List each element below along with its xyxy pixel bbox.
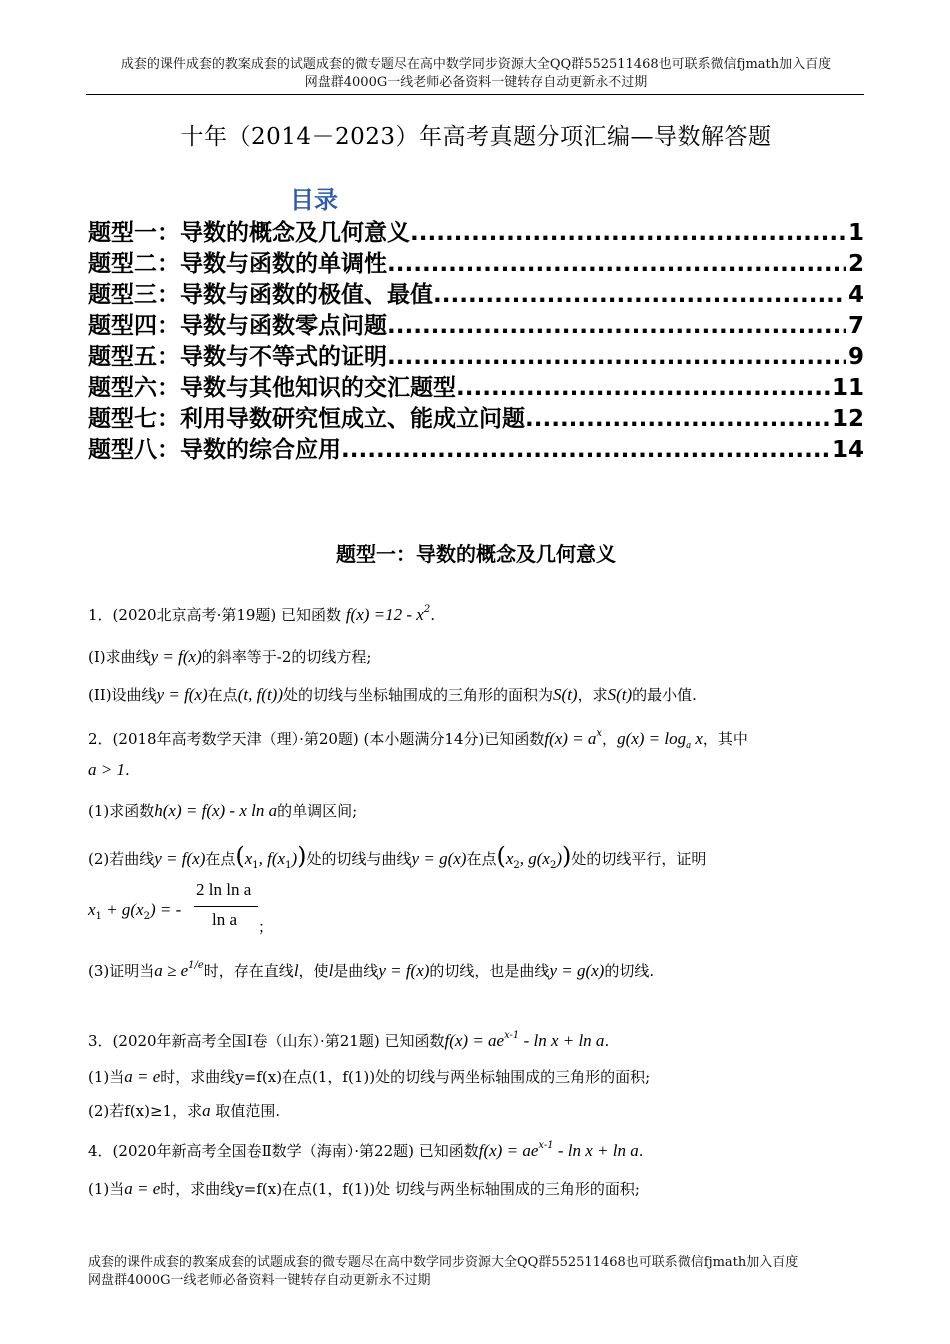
toc-item-label: 题型三：导数与函数的极值、最值 [88, 282, 433, 308]
toc-item-page: 2 [847, 251, 864, 277]
header-line-1: 成套的课件成套的教案成套的试题成套的微专题尽在高中数学同步资源大全QQ群552511468也可联系微信fjmath加入百度 [120, 57, 832, 72]
q3-function: f(x) = ae [444, 1031, 505, 1050]
q4-function-tail: - ln x + ln a [553, 1141, 639, 1160]
page-header [88, 56, 864, 92]
q2-part3 [88, 960, 654, 981]
q2-eq-numerator-text: 2 ln ln a [196, 880, 252, 899]
q2-part3-text: (3)证明当 [88, 962, 155, 980]
toc-item-page: 9 [847, 344, 864, 370]
q2-part3-text-e: 的切线，也是曲线 [429, 962, 550, 980]
q2-part3-curve-f: y = f(x) [378, 961, 430, 980]
q2-function-f: f(x) = a [544, 729, 597, 748]
toc-item-label: 题型六：导数与其他知识的交汇题型 [88, 375, 456, 401]
q2-part2-point1-fx: , f(x [258, 849, 286, 868]
header-line-2: 网盘群4000G一线老师必备资料一键转存自动更新永不过期 [304, 75, 648, 90]
toc-item-label: 题型四：导数与函数零点问题 [88, 313, 387, 339]
toc-leader-dots [387, 344, 846, 370]
q2-stem-text: 2．(2018年高考数学天津（理）·第20题) (本小题满分14分)已知函数 [88, 730, 545, 748]
q1-part2-math-area-2: S(t) [607, 685, 633, 704]
q2-part2-point1-sub: 1 [252, 860, 259, 871]
header-divider [86, 94, 864, 95]
q2-part2-text-e: 处的切线平行，证明 [571, 850, 707, 868]
toc-leader-dots [456, 375, 830, 401]
toc-item-label: 题型八：导数的综合应用 [88, 437, 341, 463]
q3-part2-math: a [202, 1101, 211, 1120]
q1-part2-math-point: (t, f(t)) [237, 685, 284, 704]
q3-function-tail: - ln x + ln a [519, 1031, 605, 1050]
q1-part1-text: (I)求曲线 [88, 648, 151, 666]
q2-part1 [88, 800, 357, 821]
q3-stem [88, 1030, 609, 1051]
toc-item-page: 4 [847, 282, 864, 308]
q2-eq-end: ) = - [149, 900, 182, 919]
toc-item-label: 题型一：导数的概念及几何意义 [88, 220, 410, 246]
toc-item-page: 7 [847, 313, 864, 339]
q1-part1 [88, 646, 371, 667]
toc-item[interactable] [88, 338, 864, 369]
toc-item[interactable] [88, 369, 864, 400]
q3-exponent: x-1 [504, 1030, 520, 1041]
toc-leader-dots [387, 251, 846, 277]
toc-leader-dots [410, 220, 846, 246]
q2-part3-text-f: 的切线. [604, 962, 655, 980]
toc-item[interactable] [88, 214, 864, 245]
q2-separator: ， [602, 730, 618, 748]
q1-end: . [430, 606, 436, 624]
q1-stem-text: 1．(2020北京高考·第19题) 已知函数 [88, 606, 342, 624]
q3-part1 [88, 1066, 650, 1087]
toc-item-label: 题型七：利用导数研究恒成立、能成立问题 [88, 406, 525, 432]
q2-part2-text-d: 在点 [466, 850, 497, 868]
q2-part2-point2-x: x [505, 849, 514, 868]
toc-leader-dots [387, 313, 846, 339]
q3-part2-text: (2)若f(x)≥1，求 [88, 1102, 203, 1120]
q2-function-f-exp: x [596, 728, 603, 739]
document-title: 十年（2014－2023）年高考真题分项汇编—导数解答题 [180, 124, 772, 150]
page-footer [88, 1254, 864, 1290]
q3-part1-text: (1)当 [88, 1068, 125, 1086]
q2-part2-point2-sub: 2 [513, 860, 520, 871]
q2-part2-point1-x: x [244, 849, 253, 868]
q2-part3-text-b: 时，存在直线 [203, 962, 294, 980]
q2-eq-numerator [196, 880, 251, 900]
q2-eq-semicolon: ； [258, 918, 274, 936]
q4-part1-text-end: 时，求曲线y=f(x)在点(1，f(1))处 切线与两坐标轴围成的三角形的面积; [160, 1180, 640, 1198]
q4-function: f(x) = ae [478, 1141, 539, 1160]
q1-exponent: 2 [423, 604, 431, 615]
q4-exponent: x-1 [538, 1140, 554, 1151]
toc-item-label: 题型二：导数与函数的单调性 [88, 251, 387, 277]
q4-part1-text: (1)当 [88, 1180, 125, 1198]
q4-part1-math: a = e [124, 1179, 161, 1198]
q1-part2-text-d: ，求 [577, 686, 608, 704]
footer-line-1: 成套的课件成套的教案成套的试题成套的微专题尽在高中数学同步资源大全QQ群552511468也可联系微信fjmath加入百度 [88, 1255, 799, 1270]
q1-part1-math: y = f(x) [150, 647, 202, 666]
q2-part3-line-l-2: l [328, 961, 334, 980]
table-of-contents [88, 214, 864, 462]
q2-part3-curve-g: y = g(x) [549, 961, 605, 980]
q4-stem-text: 4．(2020年新高考全国卷Ⅱ数学（海南）·第22题) 已知函数 [88, 1142, 479, 1160]
q3-part2 [88, 1100, 280, 1121]
q2-part2-text: (2)若曲线 [88, 850, 155, 868]
section-title: 题型一：导数的概念及几何意义 [336, 542, 616, 566]
q2-function-g-arg: x [691, 729, 703, 748]
q1-part2 [88, 684, 697, 705]
q2-part2-curve-f: y = f(x) [154, 849, 206, 868]
toc-item-page: 1 [847, 220, 864, 246]
toc-heading: 目录 [290, 185, 338, 214]
q2-part2-text-c: 处的切线与曲线 [306, 850, 412, 868]
q2-part1-text-end: 的单调区间; [277, 802, 358, 820]
q2-part2: (2)若曲线y = f(x)在点($x_1$, $f(x_1)$)处的切线与曲线y = g(x)在点($x_2$, $g(x_2)$)处的切线平行，证明 [88, 842, 707, 871]
q2-function-g-base: a [686, 740, 692, 751]
q2-eq-sub1: 1 [95, 911, 102, 922]
q3-stem-text: 3．(2020年新高考全国Ⅰ卷（山东）·第21题) 已知函数 [88, 1032, 445, 1050]
q2-part3-cond: a ≥ e [154, 961, 189, 980]
toc-leader-dots [433, 282, 846, 308]
q1-part2-text-c: 处的切线与坐标轴围成的三角形的面积为 [283, 686, 554, 704]
q2-eq-sub2: 2 [143, 911, 150, 922]
q2-part2-point2-gx: , g(x [519, 849, 550, 868]
toc-item-page: 14 [831, 437, 864, 463]
footer-line-2: 网盘群4000G一线老师必备资料一键转存自动更新永不过期 [88, 1273, 431, 1288]
toc-item[interactable] [88, 276, 864, 307]
q3-part2-text-end: 取值范围. [210, 1102, 281, 1120]
toc-item[interactable] [88, 245, 864, 276]
q2-eq-x: x [88, 900, 96, 919]
q1-function: f(x) =12 - x [345, 605, 424, 624]
toc-item[interactable] [88, 307, 864, 338]
toc-item[interactable] [88, 431, 864, 462]
q2-eq-denominator [212, 910, 237, 930]
toc-item-label: 题型五：导数与不等式的证明 [88, 344, 387, 370]
q2-function-g: g(x) = log [617, 729, 687, 748]
toc-item[interactable] [88, 400, 864, 431]
q2-part2-curve-g: y = g(x) [411, 849, 467, 868]
q2-part3-text-c: ，使 [298, 962, 329, 980]
q1-part2-math-area: S(t) [553, 685, 578, 704]
q1-stem [88, 604, 435, 625]
q2-condition-math: a > 1 [88, 760, 125, 779]
q2-part3-line-l: l [293, 961, 299, 980]
q1-part2-text-b: 在点 [207, 686, 238, 704]
q4-stem [88, 1140, 643, 1161]
q2-eq-denominator-text: ln a [212, 910, 238, 929]
q2-part1-math: h(x) = f(x) - x ln a [154, 801, 278, 820]
q4-end: . [638, 1142, 644, 1160]
q2-condition: a > 1. [88, 760, 130, 779]
q2-part3-text-d: 是曲线 [333, 962, 379, 980]
q1-part2-math-curve: y = f(x) [156, 685, 208, 704]
q2-stem [88, 728, 748, 751]
q3-part1-math: a = e [124, 1067, 161, 1086]
toc-leader-dots [525, 406, 830, 432]
q2-equation-left [88, 900, 181, 922]
q2-stem-tail: ，其中 [702, 730, 748, 748]
q4-part1 [88, 1178, 640, 1199]
q2-eq-mid: + g(x [101, 900, 144, 919]
q1-part2-text: (II)设曲线 [88, 686, 157, 704]
q2-eq-fraction-bar [194, 906, 258, 907]
q2-part3-exp: 1/e [188, 960, 204, 971]
q2-part1-text: (1)求函数 [88, 802, 155, 820]
toc-item-page: 12 [831, 406, 864, 432]
q1-part1-text-end: 的斜率等于-2的切线方程; [201, 648, 372, 666]
toc-leader-dots [341, 437, 830, 463]
q3-part1-text-end: 时，求曲线y=f(x)在点(1，f(1))处的切线与两坐标轴围成的三角形的面积; [160, 1068, 651, 1086]
toc-item-page: 11 [831, 375, 864, 401]
q2-part2-text-b: 在点 [205, 850, 236, 868]
q3-end: . [604, 1032, 610, 1050]
q1-part2-text-e: 的最小值. [632, 686, 697, 704]
